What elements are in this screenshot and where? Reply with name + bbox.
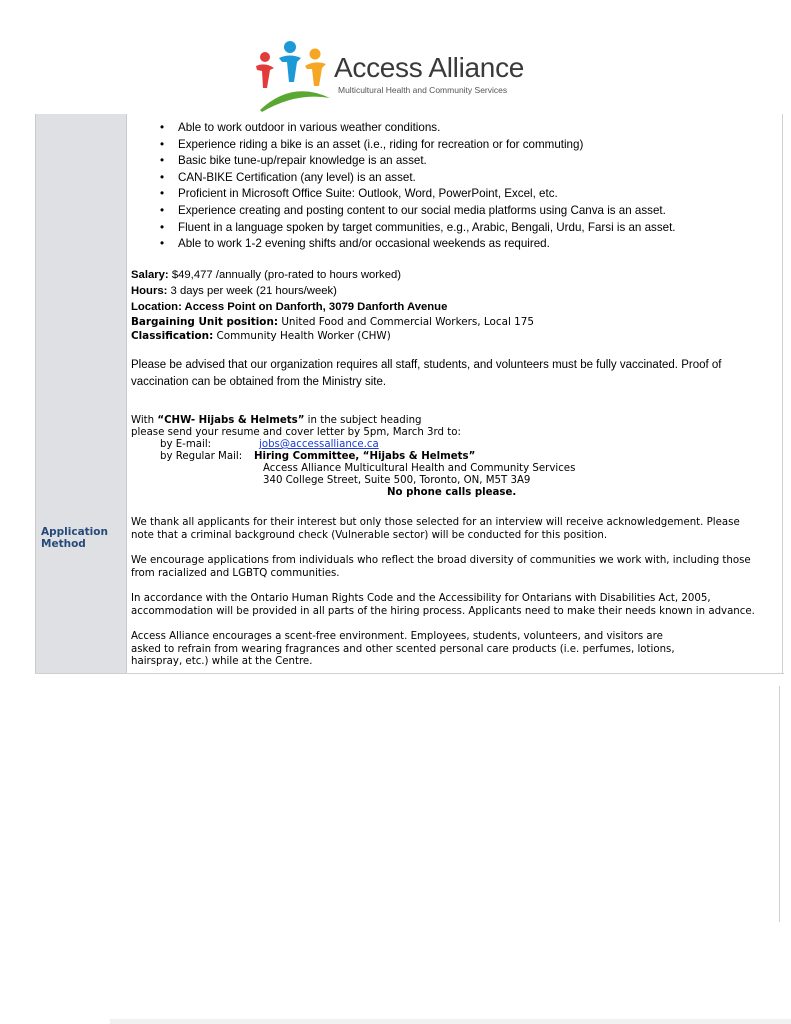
mail-line <box>131 451 771 463</box>
list-item: • Fluent in a language spoken by target communities, e.g., Arabic, Bengali, Urdu, Farsi is an asset. <box>160 220 780 237</box>
mail-address: 340 College Street, Suite 500, Toronto, ON, M5T 3A9 <box>263 475 531 486</box>
salary-row <box>131 267 771 283</box>
hours-value: 3 days per week (21 hours/week) <box>167 285 337 297</box>
access-alliance-logo <box>252 40 542 112</box>
people-logo-icon <box>252 40 332 112</box>
no-phone-calls: No phone calls please. <box>387 487 517 498</box>
vaccination-line: Please be advised that our organization requires all staff, students, and volunteers must be fully vaccinated. Proof of <box>131 359 722 371</box>
salary-label: Salary: <box>131 269 169 281</box>
application-instructions <box>131 415 771 499</box>
job-info <box>131 267 771 343</box>
send-line: please send your resume and cover letter by 5pm, March 3rd to: <box>131 427 461 438</box>
classification-label: Classification: <box>131 330 214 342</box>
scent-free-paragraph: Access Alliance encourages a scent-free environment. Employees, students, volunteers, and visitors are asked to refrain from wearing fragrances and other scented personal care products (i.e. perfumes, lotions, hairspray, etc.) while at the Centre. <box>131 631 675 667</box>
list-item: • Proficient in Microsoft Office Suite: Outlook, Word, PowerPoint, Excel, etc. <box>160 186 780 203</box>
hours-label: Hours: <box>131 285 168 297</box>
application-method-label: Application Method <box>41 526 108 550</box>
list-item: • Experience riding a bike is an asset (i.e., riding for recreation or for commuting) <box>160 137 780 154</box>
table-right-border <box>782 114 783 674</box>
bargaining-label: Bargaining Unit position: <box>131 316 279 328</box>
list-item: • Experience creating and posting content to our social media platforms using Canva is an asset. <box>160 203 780 220</box>
vaccination-notice <box>131 357 771 391</box>
no-calls-line <box>131 487 771 499</box>
list-item: • Basic bike tune-up/repair knowledge is an asset. <box>160 153 780 170</box>
thanks-paragraph: We thank all applicants for their interest but only those selected for an interview will receive acknowledgement. Please note that a criminal background check (Vulnerable sector) will be conducted for this position. <box>131 517 740 541</box>
table-bottom-border <box>35 673 784 674</box>
footer-band <box>110 1019 791 1024</box>
logo-tagline: Multicultural Health and Community Services <box>338 85 508 95</box>
email-line <box>131 439 771 451</box>
bargaining-row <box>131 315 771 329</box>
mail-org: Access Alliance Multicultural Health and Community Services <box>263 463 576 474</box>
subject-heading: “CHW- Hijabs & Helmets” <box>157 415 305 426</box>
page-right-border <box>779 686 780 922</box>
hours-row <box>131 283 771 299</box>
mail-label: by Regular Mail: <box>160 451 243 462</box>
label-column <box>35 114 127 674</box>
accommodation-paragraph: In accordance with the Ontario Human Rights Code and the Accessibility for Ontarians with Disabilities Act, 2005, accommodation will be provided in all parts of the hiring process. Applicants need to make their needs known in advance. <box>131 593 755 617</box>
qualifications-list <box>160 120 780 253</box>
subject-line: With “CHW- Hijabs & Helmets” in the subject heading <box>131 415 422 426</box>
mail-recipient: Hiring Committee, “Hijabs & Helmets” <box>254 451 476 462</box>
vaccination-line: vaccination can be obtained from the Ministry site. <box>131 376 387 388</box>
classification-row <box>131 329 771 343</box>
list-item: • Able to work 1-2 evening shifts and/or occasional weekends as required. <box>160 236 780 253</box>
bargaining-value: United Food and Commercial Workers, Local 175 <box>278 316 534 328</box>
location-row: Location: Access Point on Danforth, 3079 Danforth Avenue <box>131 301 448 313</box>
email-link[interactable]: jobs@accessalliance.ca <box>259 439 379 450</box>
list-item: • Able to work outdoor in various weather conditions. <box>160 120 780 137</box>
diversity-paragraph: We encourage applications from individuals who reflect the broad diversity of communities we work with, including those from racialized and LGBTQ communities. <box>131 555 751 579</box>
classification-value: Community Health Worker (CHW) <box>213 330 391 342</box>
email-label: by E-mail: <box>160 439 212 450</box>
salary-value: $49,477 /annually (pro-rated to hours worked) <box>168 269 402 281</box>
list-item: • CAN-BIKE Certification (any level) is an asset. <box>160 170 780 187</box>
logo-name: Access Alliance <box>334 52 525 83</box>
